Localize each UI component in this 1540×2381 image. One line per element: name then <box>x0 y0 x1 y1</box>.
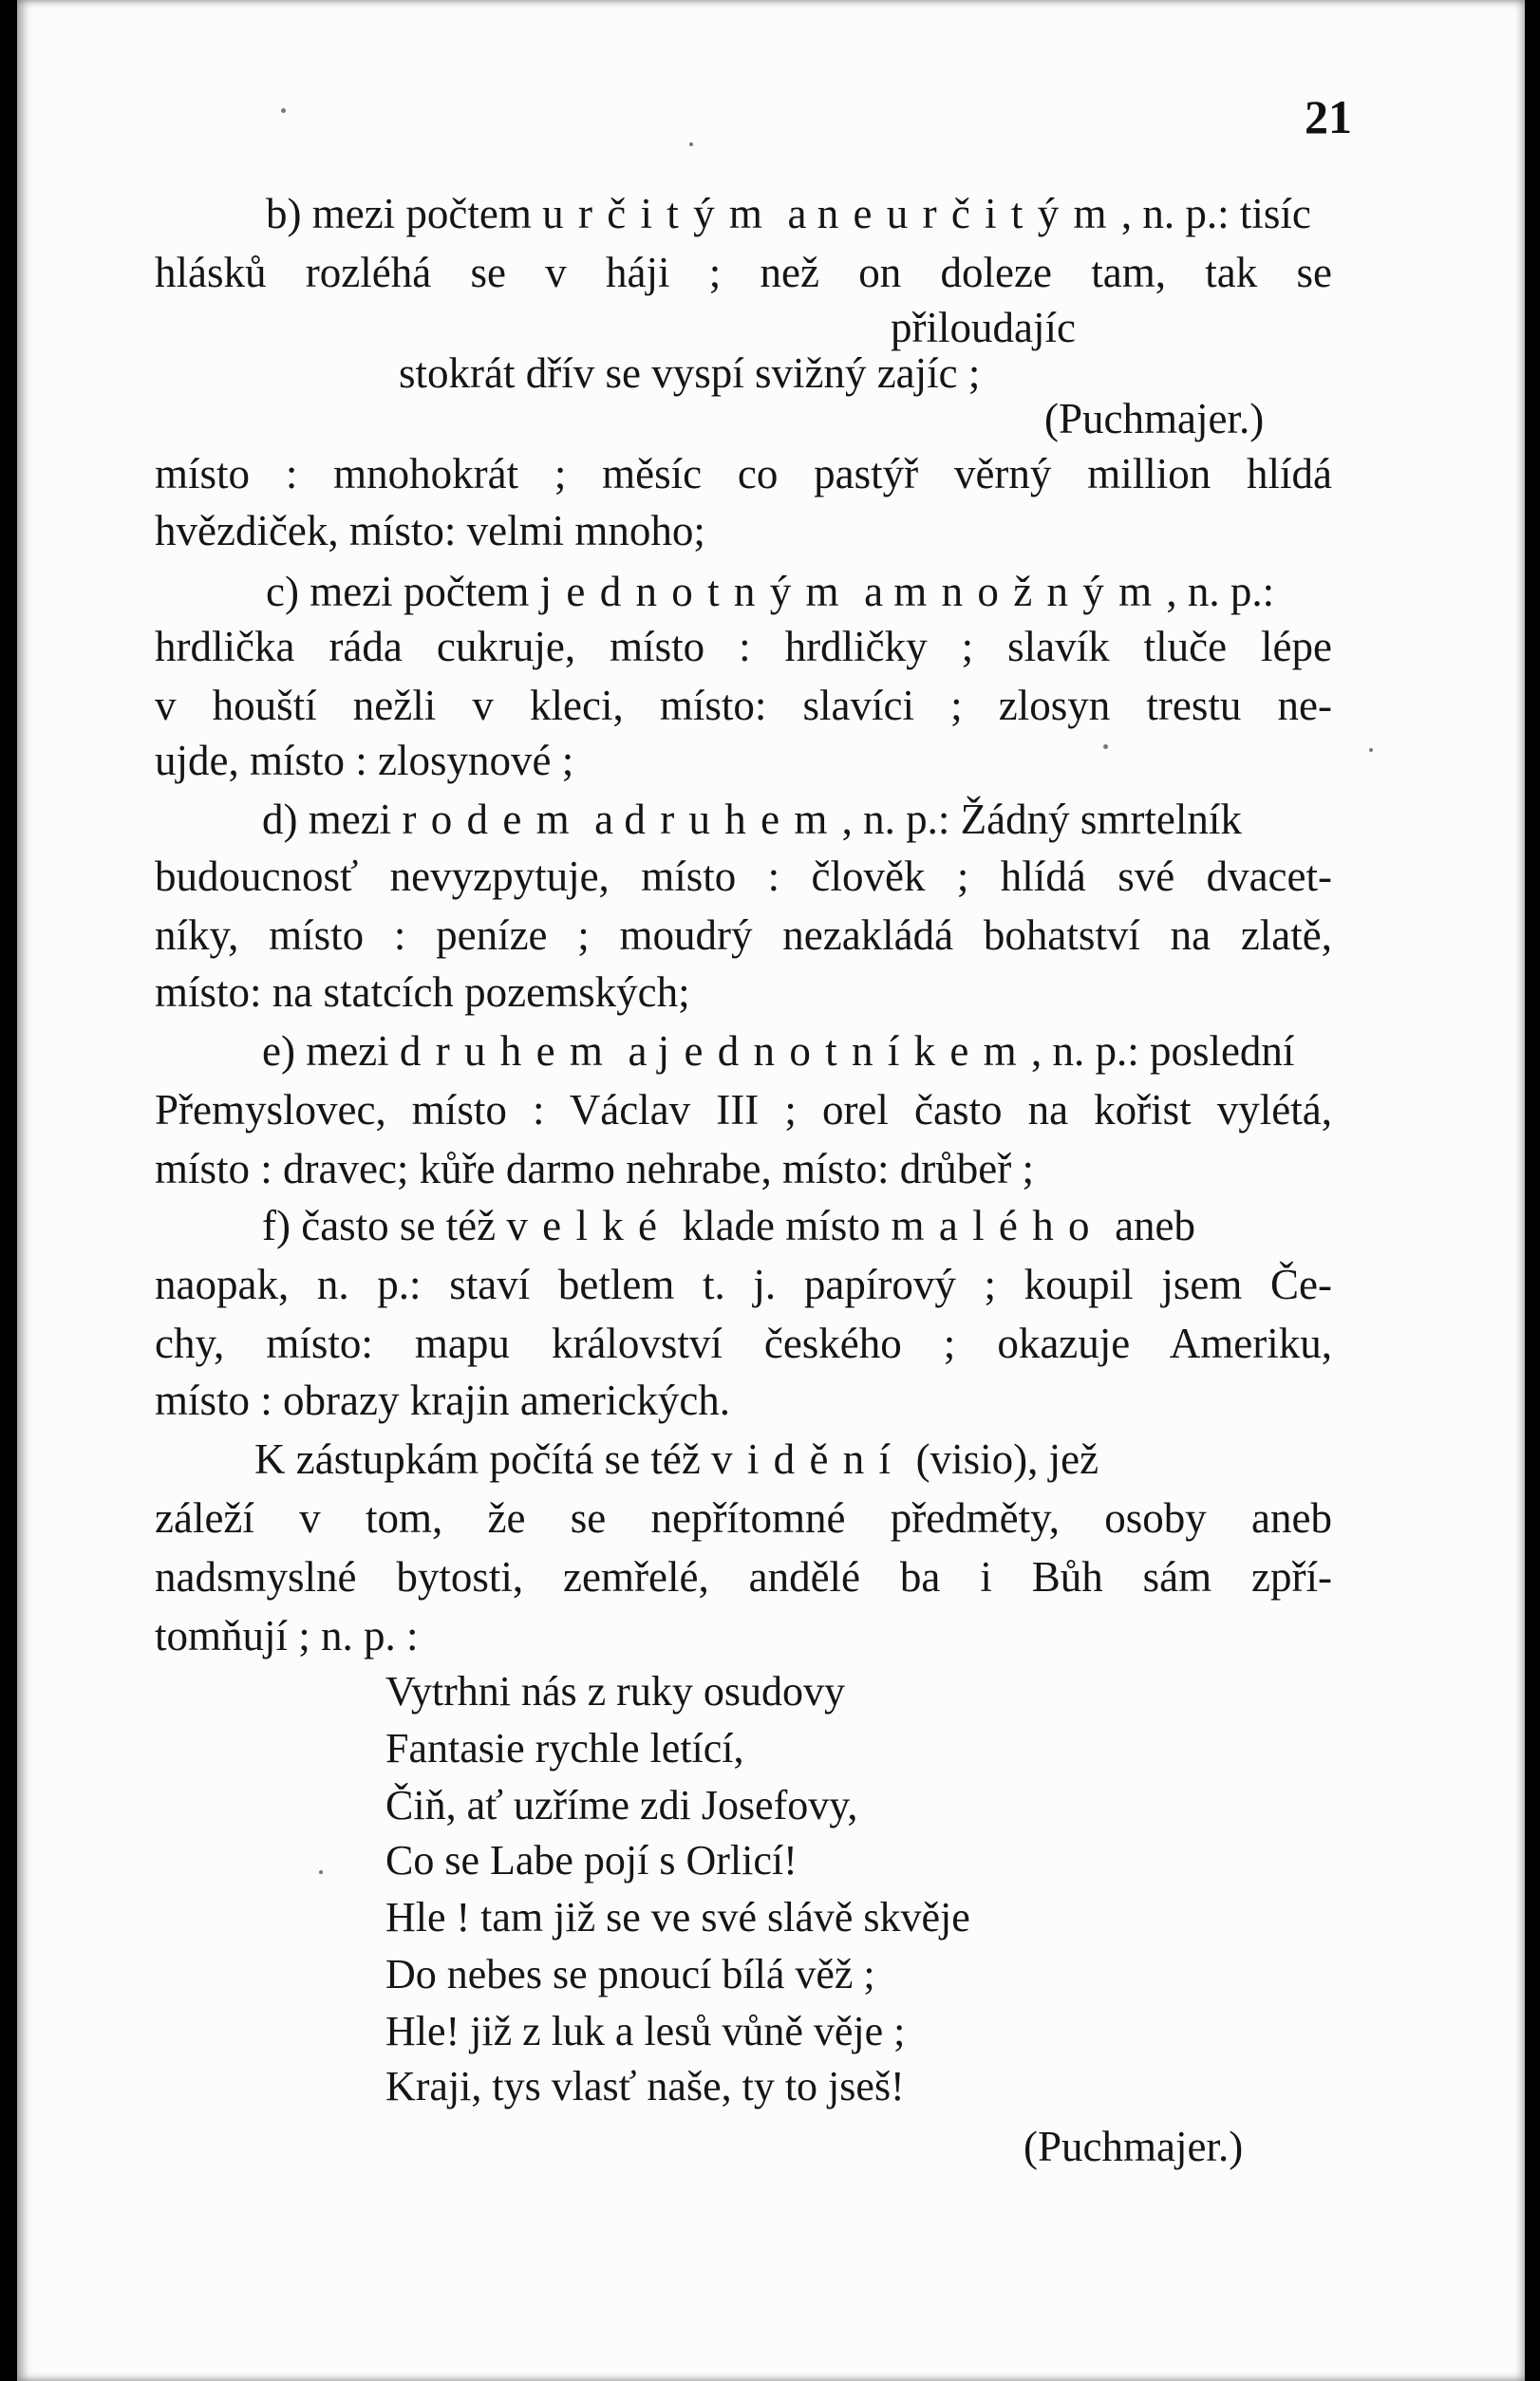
scan-speck <box>1103 744 1108 749</box>
emphasis-spaced: malého <box>891 1202 1104 1249</box>
text-line: místo: na statcích pozemských; <box>155 968 690 1016</box>
verse-line: Vytrhni nás z ruky osudovy <box>385 1668 845 1715</box>
emphasis-spaced: velké <box>506 1202 672 1249</box>
text-line: b) mezi počtem určitým a neurčitým, n. p.: tisíc <box>266 190 1311 237</box>
emphasis-spaced: druhem <box>624 796 842 843</box>
text-line: Přemyslovec, místo : Václav III ; orel často na kořist vylétá, <box>155 1086 1332 1134</box>
text-line: budoucnosť nevyzpytuje, místo : člověk ; hlídá své dvacet- <box>155 853 1332 900</box>
text-line: e) mezi druhem a jednotníkem, n. p.: poslední <box>262 1027 1295 1075</box>
verse-line: Čiň, ať uzříme zdi Josefovy, <box>385 1782 858 1828</box>
scan-speck <box>319 1870 323 1874</box>
emphasis-spaced: neurčitým <box>817 190 1121 237</box>
text-line: (Puchmajer.) <box>1044 395 1265 442</box>
text-line: v houští nežli v kleci, místo: slavíci ; zlosyn trestu ne- <box>155 682 1332 729</box>
scan-speck <box>281 108 286 113</box>
text-line: ujde, místo : zlosynové ; <box>155 737 574 784</box>
text-line: K zástupkám počítá se též vidění (visio), jež <box>254 1435 1099 1483</box>
text-line: místo : mnohokrát ; měsíc co pastýř věrný million hlídá <box>155 450 1332 497</box>
book-page <box>17 0 1525 2381</box>
emphasis-spaced: jednotným <box>539 568 854 615</box>
emphasis-spaced: množným <box>893 568 1167 615</box>
text-line: přiloudajíc <box>891 304 1076 351</box>
verse-line: Hle ! tam již se ve své slávě skvěje <box>385 1894 970 1940</box>
text-line: chy, místo: mapu království českého ; okazuje Ameriku, <box>155 1320 1332 1367</box>
text-line: tomňují ; n. p. : <box>155 1612 419 1659</box>
text-line: hlásků rozléhá se v háji ; než on doleze tam, tak se <box>155 249 1332 296</box>
text-line: hrdlička ráda cukruje, místo : hrdličky ; slavík tluče lépe <box>155 623 1332 670</box>
text-line: nadsmyslné bytosti, zemřelé, andělé ba i Bůh sám zpří- <box>155 1553 1332 1601</box>
emphasis-spaced: rodem <box>402 796 584 843</box>
text-line: místo : dravec; kůře darmo nehrabe, místo: drůbeř ; <box>155 1145 1034 1192</box>
verse-line: Co se Labe pojí s Orlicí! <box>385 1837 798 1884</box>
scan-speck <box>689 142 693 146</box>
text-line: naopak, n. p.: staví betlem t. j. papírový ; koupil jsem Če- <box>155 1261 1332 1308</box>
emphasis-spaced: určitým <box>542 190 778 237</box>
verse-line: Hle! již z luk a lesů vůně věje ; <box>385 2008 906 2054</box>
verse-line: Do nebes se pnoucí bílá věž ; <box>385 1951 875 1997</box>
text-line: místo : obrazy krajin amerických. <box>155 1377 731 1424</box>
page-number: 21 <box>1305 90 1352 143</box>
emphasis-spaced: vidění <box>711 1435 906 1483</box>
verse-attribution: (Puchmajer.) <box>1024 2123 1244 2170</box>
scan-speck <box>1369 748 1373 752</box>
text-line: níky, místo : peníze ; moudrý nezakládá bohatství na zlatě, <box>155 911 1332 959</box>
text-line: hvězdiček, místo: velmi mnoho; <box>155 507 705 554</box>
text-line: záleží v tom, že se nepřítomné předměty, osoby aneb <box>155 1494 1332 1542</box>
verse-line: Kraji, tys vlasť naše, ty to jseš! <box>385 2063 905 2109</box>
emphasis-spaced: druhem <box>399 1027 618 1075</box>
text-line: d) mezi rodem a druhem, n. p.: Žádný smrtelník <box>262 796 1242 843</box>
text-line: stokrát dřív se vyspí svižný zajíc ; <box>399 349 981 397</box>
emphasis-spaced: jednotníkem <box>657 1027 1031 1075</box>
text-line: f) často se též velké klade místo malého aneb <box>262 1202 1196 1249</box>
verse-line: Fantasie rychle letící, <box>385 1725 744 1772</box>
text-line: c) mezi počtem jednotným a množným, n. p.: <box>266 568 1275 615</box>
